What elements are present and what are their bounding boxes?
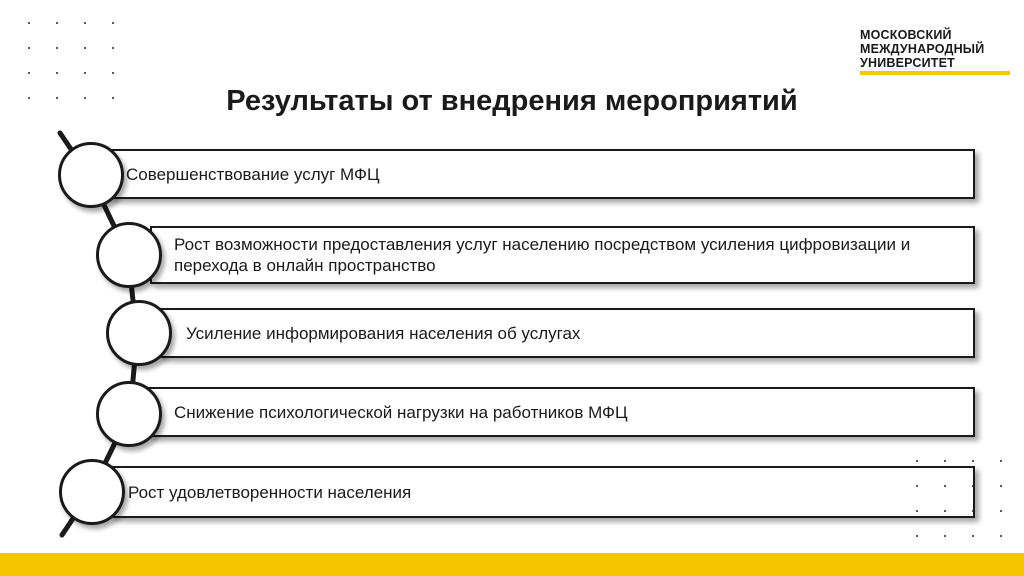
logo-line: УНИВЕРСИТЕТ [860, 56, 955, 70]
result-item-box [148, 387, 975, 437]
university-logo [860, 28, 1010, 70]
result-item-box [108, 149, 975, 199]
result-item-text: Усиление информирования населения об услугах [186, 323, 581, 343]
result-item-box [110, 466, 975, 518]
footer-accent-bar [0, 553, 1024, 576]
result-item-marker [96, 222, 162, 288]
result-item-marker [96, 381, 162, 447]
result-item-box [150, 226, 975, 284]
logo-line: МЕЖДУНАРОДНЫЙ [860, 42, 985, 56]
result-item-text: Рост удовлетворенности населения [128, 482, 412, 502]
page-title: Результаты от внедрения мероприятий [226, 85, 798, 117]
result-item-marker [59, 459, 125, 525]
result-item-text: Рост возможности предоставления услуг населению посредством усиления цифровизации и перехода в онлайн пространство [174, 235, 911, 275]
logo-underline [860, 71, 1010, 75]
result-item-text: Совершенствование услуг МФЦ [126, 164, 380, 184]
result-item-marker [106, 300, 172, 366]
decorative-dot-grid [916, 460, 1024, 537]
result-item-box [158, 308, 975, 358]
logo-line: МОСКОВСКИЙ [860, 28, 952, 42]
result-item-text: Снижение психологической нагрузки на работников МФЦ [174, 402, 628, 422]
result-item-marker [58, 142, 124, 208]
